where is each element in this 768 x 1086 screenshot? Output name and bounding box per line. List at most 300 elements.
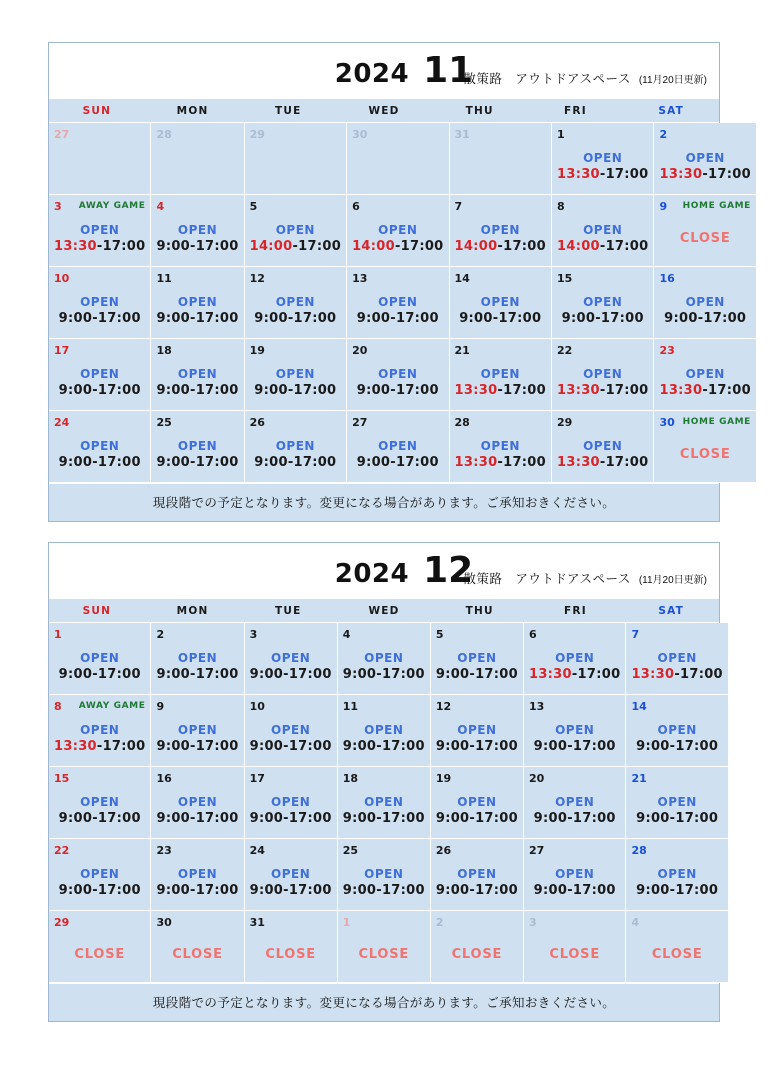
open-hours: 13:30-17:00 — [454, 383, 546, 398]
weekday-sat: SAT — [658, 605, 684, 617]
open-label: OPEN — [275, 439, 315, 453]
close-label: CLOSE — [172, 947, 223, 962]
day-number: 17 — [54, 343, 70, 357]
day-cell[interactable] — [151, 123, 244, 195]
day-number: 30 — [352, 127, 368, 141]
day-cell[interactable] — [49, 767, 151, 839]
open-hours: 9:00-17:00 — [435, 811, 518, 826]
day-cell-header — [659, 271, 750, 285]
open-label: OPEN — [80, 295, 120, 309]
day-number: 9 — [156, 699, 165, 713]
day-cell[interactable] — [151, 695, 244, 767]
day-number: 13 — [352, 271, 368, 285]
open-hours: 9:00-17:00 — [435, 883, 518, 898]
open-hours: 9:00-17:00 — [249, 811, 332, 826]
day-cell[interactable] — [450, 195, 552, 267]
open-label: OPEN — [80, 867, 120, 881]
day-number: 23 — [156, 843, 172, 857]
day-cell-header — [156, 843, 238, 857]
day-number: 27 — [528, 843, 545, 857]
day-cell[interactable] — [654, 411, 755, 483]
open-label: OPEN — [271, 795, 311, 809]
day-cell[interactable] — [245, 411, 347, 483]
note-updated-text: (11月20日更新) — [638, 575, 707, 586]
note-main-text: 散策路 アウトドアスペース — [463, 72, 631, 86]
day-number: 7 — [454, 199, 463, 213]
open-hours: 9:00-17:00 — [249, 667, 332, 682]
day-cell[interactable] — [49, 911, 151, 983]
open-label: OPEN — [177, 651, 218, 665]
day-cell-header — [250, 915, 332, 929]
day-cell-header — [659, 127, 750, 141]
header-note — [463, 69, 707, 87]
day-cell-header — [631, 771, 722, 785]
day-number: 25 — [342, 843, 359, 857]
open-hours: 13:30-17:00 — [557, 455, 649, 470]
day-number: 19 — [435, 771, 452, 785]
open-label: OPEN — [378, 367, 418, 381]
open-hours: 9:00-17:00 — [156, 811, 239, 826]
day-cell[interactable] — [151, 911, 244, 983]
day-number: 27 — [352, 415, 368, 429]
open-hours: 13:30-17:00 — [54, 739, 146, 754]
year-label: 2024 — [334, 559, 410, 589]
day-cell[interactable] — [654, 195, 755, 267]
day-cell-header — [156, 627, 238, 641]
day-cell-header — [455, 415, 546, 429]
open-label: OPEN — [364, 651, 404, 665]
day-cell[interactable] — [49, 695, 151, 767]
day-cell[interactable] — [450, 339, 552, 411]
day-cell[interactable] — [151, 839, 244, 911]
open-label: OPEN — [583, 151, 623, 165]
calendar-header — [49, 543, 719, 599]
open-label: OPEN — [583, 223, 623, 237]
day-cell[interactable] — [524, 767, 626, 839]
day-cell[interactable] — [245, 123, 347, 195]
open-hours: 13:30-17:00 — [631, 667, 723, 682]
open-label: OPEN — [275, 223, 315, 237]
close-label: CLOSE — [74, 947, 126, 962]
open-label: OPEN — [275, 367, 315, 381]
open-hours: 14:00-17:00 — [352, 239, 444, 254]
day-cell[interactable] — [49, 839, 151, 911]
open-hours: 9:00-17:00 — [533, 883, 616, 898]
day-number: 29 — [249, 127, 265, 141]
close-label: CLOSE — [358, 947, 410, 962]
day-cell[interactable] — [49, 411, 151, 483]
day-number: 28 — [631, 843, 647, 857]
day-cell[interactable] — [151, 623, 244, 695]
open-hours: 9:00-17:00 — [342, 667, 425, 682]
day-number: 4 — [342, 627, 351, 641]
home-game-tag: HOME GAME — [682, 200, 751, 211]
day-number: 1 — [54, 627, 62, 641]
day-number: 6 — [352, 199, 360, 213]
day-number: 29 — [557, 415, 573, 429]
open-label: OPEN — [583, 439, 623, 453]
open-hours: 9:00-17:00 — [636, 739, 719, 754]
open-label: OPEN — [480, 367, 520, 381]
day-cell-header — [250, 343, 341, 357]
footer-note: 現段階での予定となります。変更になる場合があります。ご承知おきください。 — [49, 983, 719, 1021]
day-cell-header — [250, 771, 332, 785]
open-hours: 9:00-17:00 — [664, 311, 747, 326]
open-label: OPEN — [364, 867, 404, 881]
day-number: 14 — [454, 271, 470, 285]
close-label: CLOSE — [265, 947, 316, 962]
day-number: 2 — [435, 915, 444, 929]
weekday-wed: WED — [368, 605, 400, 617]
open-hours: 13:30-17:00 — [557, 383, 649, 398]
day-number: 12 — [249, 271, 265, 285]
day-cell[interactable] — [654, 267, 755, 339]
day-cell[interactable] — [49, 623, 151, 695]
day-cell[interactable] — [245, 339, 347, 411]
day-number: 8 — [557, 199, 565, 213]
day-number: 1 — [342, 915, 351, 929]
open-hours: 9:00-17:00 — [533, 811, 616, 826]
open-hours: 9:00-17:00 — [156, 311, 239, 326]
day-number: 26 — [435, 843, 452, 857]
day-cell-header — [250, 199, 341, 213]
day-number: 3 — [249, 627, 258, 641]
open-label: OPEN — [271, 723, 311, 737]
day-cell-header — [557, 343, 648, 357]
day-cell[interactable] — [552, 123, 654, 195]
day-number: 15 — [557, 271, 573, 285]
day-number: 18 — [342, 771, 359, 785]
day-cell-header — [529, 771, 620, 785]
day-cell-header — [156, 771, 238, 785]
day-cell-header — [436, 915, 518, 929]
open-hours: 9:00-17:00 — [58, 883, 141, 898]
away-game-tag: AWAY GAME — [78, 200, 146, 211]
day-number: 12 — [435, 699, 452, 713]
day-number: 28 — [454, 415, 470, 429]
open-label: OPEN — [364, 723, 404, 737]
day-number: 4 — [631, 915, 640, 929]
day-number: 5 — [249, 199, 258, 213]
open-hours: 9:00-17:00 — [435, 667, 518, 682]
open-hours: 9:00-17:00 — [561, 311, 644, 326]
day-cell[interactable] — [431, 911, 524, 983]
day-cell-header — [54, 127, 145, 141]
open-label: OPEN — [275, 295, 315, 309]
day-cell[interactable] — [49, 339, 151, 411]
day-number: 26 — [249, 415, 265, 429]
weekday-sun: SUN — [82, 605, 112, 617]
day-cell[interactable] — [338, 839, 431, 911]
open-hours: 9:00-17:00 — [459, 311, 542, 326]
day-number: 7 — [631, 627, 640, 641]
day-cell-header — [436, 843, 518, 857]
day-cell-header — [631, 915, 722, 929]
day-number: 30 — [156, 915, 172, 929]
day-cell[interactable] — [49, 123, 151, 195]
open-label: OPEN — [657, 795, 697, 809]
open-hours: 9:00-17:00 — [435, 739, 518, 754]
close-label: CLOSE — [651, 947, 703, 962]
day-cell-header — [250, 627, 332, 641]
day-cell-header — [352, 127, 443, 141]
weekday-sat: SAT — [658, 105, 684, 117]
calendar-title — [334, 550, 474, 591]
day-cell[interactable] — [431, 623, 524, 695]
day-cell[interactable] — [347, 267, 449, 339]
weekday-wed: WED — [368, 105, 400, 117]
day-number: 24 — [249, 843, 265, 857]
day-cell-header — [343, 771, 425, 785]
day-cell[interactable] — [338, 695, 431, 767]
day-number: 25 — [156, 415, 172, 429]
open-hours: 9:00-17:00 — [636, 811, 719, 826]
day-cell[interactable] — [450, 267, 552, 339]
day-number: 18 — [156, 343, 172, 357]
open-label: OPEN — [80, 651, 120, 665]
day-cell[interactable] — [654, 339, 755, 411]
open-label: OPEN — [685, 367, 725, 381]
day-cell[interactable] — [626, 695, 727, 767]
day-cell-header — [156, 271, 238, 285]
day-cell[interactable] — [347, 411, 449, 483]
day-cell[interactable] — [626, 911, 727, 983]
day-cell[interactable] — [151, 411, 244, 483]
day-cell[interactable] — [626, 839, 727, 911]
day-cell[interactable] — [49, 267, 151, 339]
weekday-mon: MON — [176, 605, 209, 617]
day-cell-header — [54, 415, 145, 429]
day-number: 27 — [54, 127, 70, 141]
open-label: OPEN — [480, 295, 520, 309]
day-number: 3 — [528, 915, 537, 929]
open-hours: 9:00-17:00 — [254, 383, 337, 398]
open-hours: 9:00-17:00 — [58, 811, 141, 826]
day-number: 24 — [54, 415, 70, 429]
open-label: OPEN — [80, 439, 120, 453]
day-number: 30 — [659, 415, 675, 429]
day-number: 23 — [659, 343, 675, 357]
year-label: 2024 — [334, 59, 410, 89]
day-number: 14 — [631, 699, 647, 713]
day-number: 15 — [54, 771, 70, 785]
open-label: OPEN — [457, 723, 497, 737]
open-label: OPEN — [480, 439, 520, 453]
open-hours: 9:00-17:00 — [156, 455, 239, 470]
day-grid — [49, 122, 751, 483]
day-number: 31 — [454, 127, 470, 141]
day-cell[interactable] — [245, 195, 347, 267]
day-number: 21 — [631, 771, 647, 785]
day-number: 6 — [528, 627, 537, 641]
day-cell[interactable] — [552, 267, 654, 339]
day-cell-header — [455, 127, 546, 141]
day-cell[interactable] — [151, 195, 244, 267]
day-cell[interactable] — [450, 123, 552, 195]
day-number: 22 — [54, 843, 70, 857]
open-hours: 9:00-17:00 — [156, 883, 239, 898]
day-cell[interactable] — [552, 339, 654, 411]
day-cell-header — [436, 699, 518, 713]
day-cell-header — [631, 699, 722, 713]
day-number: 16 — [156, 771, 172, 785]
open-hours: 9:00-17:00 — [356, 311, 439, 326]
day-number: 3 — [54, 199, 62, 213]
day-cell[interactable] — [245, 767, 338, 839]
day-cell[interactable] — [626, 767, 727, 839]
day-cell[interactable] — [431, 839, 524, 911]
day-number: 13 — [528, 699, 545, 713]
day-number: 5 — [435, 627, 444, 641]
day-cell-header — [343, 915, 425, 929]
calendar-month-12 — [48, 542, 723, 1022]
day-cell-header — [156, 915, 238, 929]
open-hours: 9:00-17:00 — [636, 883, 719, 898]
day-cell[interactable] — [431, 695, 524, 767]
calendar-header — [49, 43, 719, 99]
weekday-tue: TUE — [275, 605, 302, 617]
day-number: 9 — [659, 199, 668, 213]
day-cell[interactable] — [654, 123, 755, 195]
day-cell-header — [54, 343, 145, 357]
day-number: 31 — [249, 915, 265, 929]
open-hours: 9:00-17:00 — [356, 383, 439, 398]
day-cell-header — [455, 199, 546, 213]
day-cell[interactable] — [524, 623, 626, 695]
day-cell[interactable] — [524, 911, 626, 983]
open-label: OPEN — [364, 795, 404, 809]
open-hours: 13:30-17:00 — [454, 455, 546, 470]
open-hours: 9:00-17:00 — [156, 383, 239, 398]
open-label: OPEN — [80, 367, 120, 381]
day-cell-header — [529, 699, 620, 713]
day-cell[interactable] — [431, 767, 524, 839]
day-cell-header — [250, 415, 341, 429]
day-cell[interactable] — [626, 623, 727, 695]
open-hours: 9:00-17:00 — [356, 455, 439, 470]
open-label: OPEN — [457, 867, 497, 881]
day-cell[interactable] — [338, 767, 431, 839]
day-cell[interactable] — [552, 411, 654, 483]
day-number: 11 — [342, 699, 359, 713]
day-number: 2 — [156, 627, 165, 641]
weekday-fri: FRI — [564, 105, 587, 117]
note-main-text: 散策路 アウトドアスペース — [463, 572, 631, 586]
day-cell[interactable] — [524, 839, 626, 911]
open-hours: 9:00-17:00 — [58, 383, 141, 398]
open-label: OPEN — [657, 651, 697, 665]
close-label: CLOSE — [679, 447, 731, 462]
day-cell[interactable] — [347, 123, 449, 195]
day-cell-header — [436, 771, 518, 785]
day-cell-header — [557, 415, 648, 429]
day-number: 17 — [249, 771, 265, 785]
day-number: 19 — [249, 343, 265, 357]
calendar-title — [334, 50, 474, 91]
open-hours: 9:00-17:00 — [58, 667, 141, 682]
day-cell-header — [557, 199, 648, 213]
open-hours: 9:00-17:00 — [342, 883, 425, 898]
day-cell-header — [436, 627, 518, 641]
open-hours: 13:30-17:00 — [528, 667, 621, 682]
weekday-sun: SUN — [82, 105, 112, 117]
day-cell[interactable] — [450, 411, 552, 483]
weekday-tue: TUE — [275, 105, 302, 117]
day-cell[interactable] — [151, 339, 244, 411]
day-cell[interactable] — [524, 695, 626, 767]
day-number: 29 — [54, 915, 70, 929]
day-cell-header — [352, 271, 443, 285]
day-cell[interactable] — [245, 695, 338, 767]
open-hours: 14:00-17:00 — [454, 239, 546, 254]
open-label: OPEN — [378, 223, 418, 237]
open-hours: 9:00-17:00 — [156, 667, 239, 682]
weekday-thu: THU — [465, 605, 494, 617]
day-cell[interactable] — [245, 267, 347, 339]
open-label: OPEN — [177, 367, 218, 381]
open-hours: 9:00-17:00 — [156, 239, 239, 254]
day-cell[interactable] — [245, 839, 338, 911]
open-hours: 9:00-17:00 — [254, 311, 337, 326]
month-label: 12 — [423, 550, 474, 591]
day-number: 1 — [557, 127, 565, 141]
day-cell-header — [250, 271, 341, 285]
day-cell[interactable] — [552, 195, 654, 267]
day-cell-header — [343, 699, 425, 713]
day-cell[interactable] — [151, 767, 244, 839]
day-cell-header — [54, 199, 145, 213]
day-cell[interactable] — [49, 195, 151, 267]
day-cell-header — [343, 843, 425, 857]
day-cell-header — [659, 343, 750, 357]
open-hours: 13:30-17:00 — [659, 383, 751, 398]
day-cell-header — [156, 699, 238, 713]
day-number: 8 — [54, 699, 62, 713]
open-label: OPEN — [80, 723, 120, 737]
day-cell-header — [250, 843, 332, 857]
open-hours: 14:00-17:00 — [249, 239, 342, 254]
day-cell-header — [631, 843, 722, 857]
open-hours: 9:00-17:00 — [342, 739, 425, 754]
weekday-header-row — [49, 99, 719, 122]
day-cell[interactable] — [338, 911, 431, 983]
header-note — [463, 569, 707, 587]
day-cell[interactable] — [347, 339, 449, 411]
open-label: OPEN — [378, 439, 418, 453]
open-label: OPEN — [177, 223, 218, 237]
month-label: 11 — [423, 50, 474, 91]
open-label: OPEN — [657, 867, 697, 881]
day-cell[interactable] — [151, 267, 244, 339]
open-hours: 13:30-17:00 — [54, 239, 146, 254]
day-cell-header — [250, 127, 341, 141]
day-cell[interactable] — [245, 911, 338, 983]
open-label: OPEN — [177, 295, 218, 309]
open-label: OPEN — [583, 367, 623, 381]
open-label: OPEN — [685, 151, 725, 165]
day-cell[interactable] — [347, 195, 449, 267]
open-hours: 9:00-17:00 — [254, 455, 337, 470]
day-cell-header — [54, 843, 145, 857]
open-hours: 9:00-17:00 — [58, 455, 141, 470]
note-updated-text: (11月20日更新) — [638, 75, 707, 86]
open-hours: 14:00-17:00 — [557, 239, 649, 254]
day-number: 20 — [352, 343, 368, 357]
day-number: 22 — [557, 343, 573, 357]
calendar-month-11 — [48, 42, 751, 522]
day-cell[interactable] — [245, 623, 338, 695]
day-cell[interactable] — [338, 623, 431, 695]
